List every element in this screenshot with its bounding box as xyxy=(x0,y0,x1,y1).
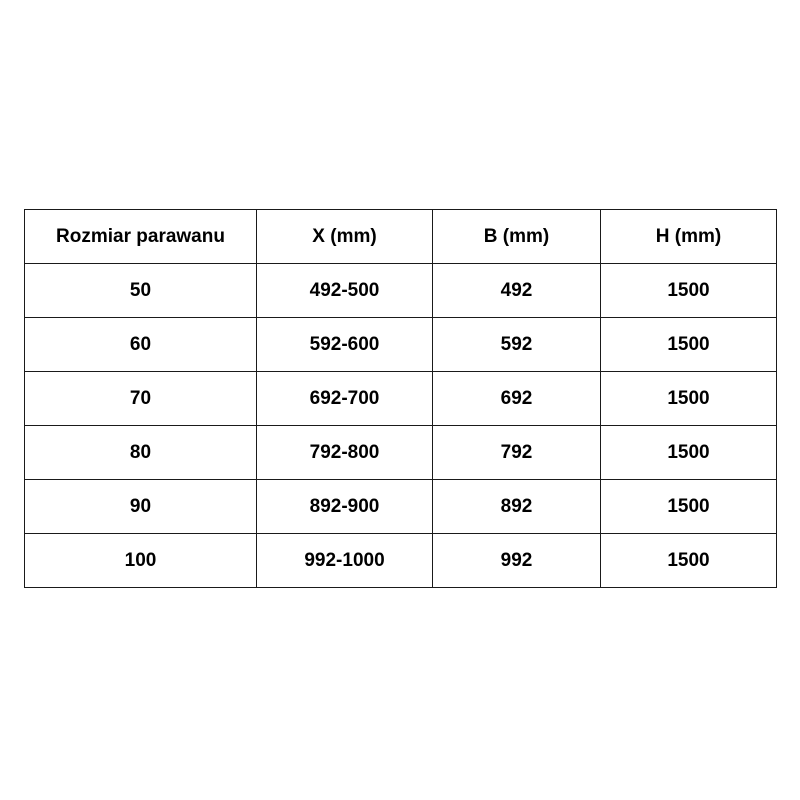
cell-h: 1500 xyxy=(601,318,777,372)
cell-x: 992-1000 xyxy=(257,534,433,588)
table-body xyxy=(25,264,777,588)
table-row xyxy=(25,264,777,318)
cell-size: 50 xyxy=(25,264,257,318)
cell-h: 1500 xyxy=(601,426,777,480)
cell-h: 1500 xyxy=(601,480,777,534)
cell-size: 60 xyxy=(25,318,257,372)
table-row xyxy=(25,372,777,426)
cell-size: 100 xyxy=(25,534,257,588)
cell-b: 692 xyxy=(433,372,601,426)
cell-size: 80 xyxy=(25,426,257,480)
screen-size-table xyxy=(24,209,777,588)
cell-b: 492 xyxy=(433,264,601,318)
table-row xyxy=(25,480,777,534)
column-header-size: Rozmiar parawanu xyxy=(25,210,257,264)
cell-size: 70 xyxy=(25,372,257,426)
cell-x: 892-900 xyxy=(257,480,433,534)
column-header-x: X (mm) xyxy=(257,210,433,264)
cell-h: 1500 xyxy=(601,372,777,426)
cell-b: 992 xyxy=(433,534,601,588)
column-header-h: H (mm) xyxy=(601,210,777,264)
table-header xyxy=(25,210,777,264)
table-row xyxy=(25,426,777,480)
cell-x: 692-700 xyxy=(257,372,433,426)
cell-h: 1500 xyxy=(601,534,777,588)
cell-b: 592 xyxy=(433,318,601,372)
cell-x: 792-800 xyxy=(257,426,433,480)
column-header-b: B (mm) xyxy=(433,210,601,264)
cell-x: 492-500 xyxy=(257,264,433,318)
cell-size: 90 xyxy=(25,480,257,534)
table-row xyxy=(25,318,777,372)
cell-h: 1500 xyxy=(601,264,777,318)
size-table-container xyxy=(24,209,776,588)
cell-b: 792 xyxy=(433,426,601,480)
cell-b: 892 xyxy=(433,480,601,534)
table-header-row xyxy=(25,210,777,264)
cell-x: 592-600 xyxy=(257,318,433,372)
table-row xyxy=(25,534,777,588)
